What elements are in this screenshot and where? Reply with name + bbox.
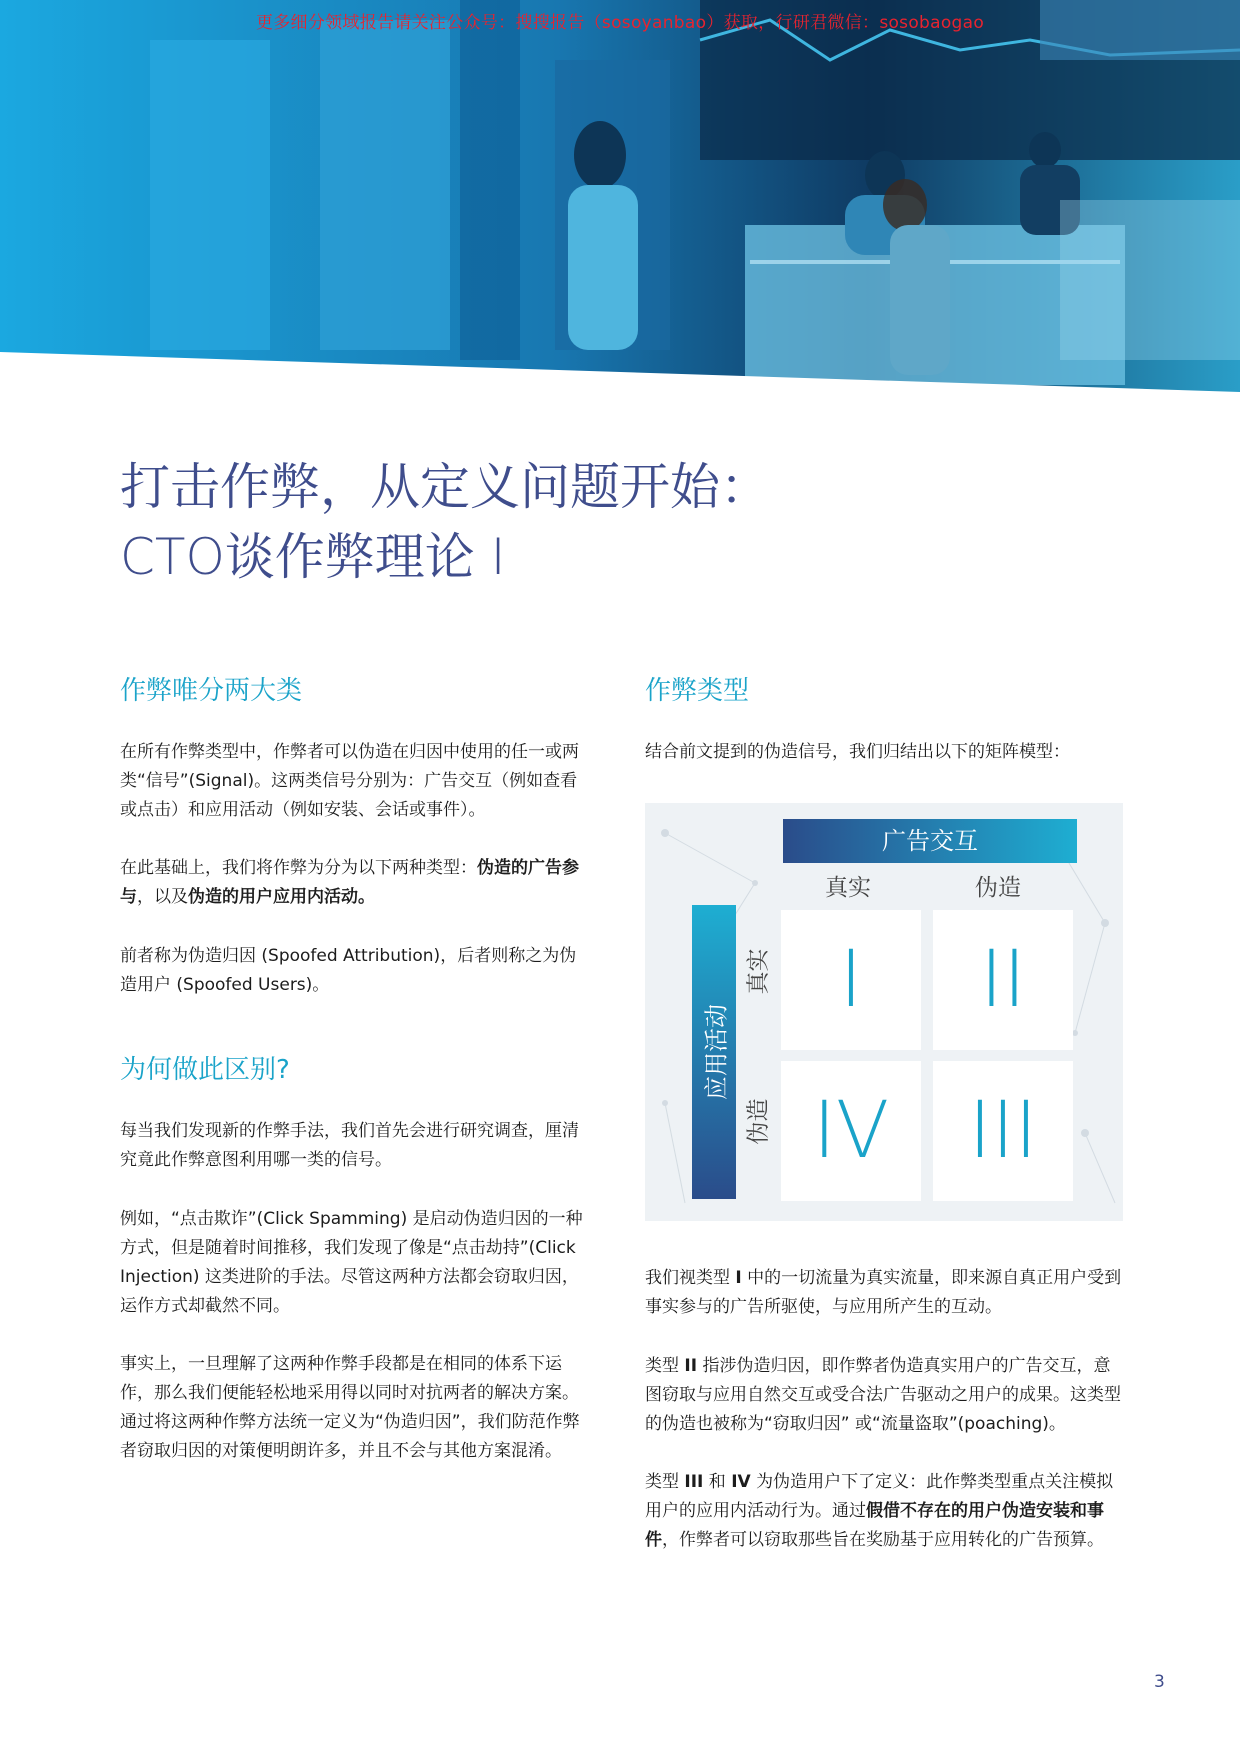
matrix-cell-type-iv: IV [781, 1061, 921, 1201]
bold-span: IV [731, 1472, 751, 1492]
text-span: 类型 [645, 1472, 685, 1492]
matrix-cell-type-iii: III [933, 1061, 1073, 1201]
paragraph-spoofed-names: 前者称为伪造归因 (Spoofed Attribution)，后者则称之为伪造用户 (Spoofed Users)。 [120, 946, 577, 995]
bold-span: 伪造的广告参与 [120, 858, 579, 907]
text-span: 指涉伪造归因，即作弊者伪造真实用户的广告交互，意图窃取与应用自然交互或受合法广告驱动之用户的成果。这类型的伪造也被称为“窃取归因” 或“流量盗取”(poaching)。 [645, 1356, 1121, 1434]
paragraph-type-ii [645, 1352, 1125, 1439]
bold-span: I [735, 1268, 742, 1288]
paragraph-type-i [645, 1264, 1125, 1322]
column-label-fake: 伪造 [975, 875, 1021, 901]
row-label-fake [741, 1098, 772, 1146]
text-span: 为伪造用户下了定义：此作弊类型重点关注模拟用户的应用内活动行为。通过 [645, 1472, 1114, 1521]
page-number: 3 [1154, 1672, 1165, 1692]
text-span: 我们视类型 [645, 1268, 736, 1288]
row-label-real [741, 948, 772, 996]
paragraph-signals: 在所有作弊类型中，作弊者可以伪造在归因中使用的任一或两类“信号”(Signal)。这两类信号分别为：广告交互（例如查看或点击）和应用活动（例如安装、会话或事件）。 [120, 742, 579, 820]
text-span: 在此基础上，我们将作弊为分为以下两种类型： [120, 858, 477, 878]
paragraph-click-examples: 例如，“点击欺诈”(Click Spamming) 是启动伪造归因的一种方式，但是随着时间推移，我们发现了像是“点击劫持”(Click Injection) 这类进阶的手法。尽管这两种方法都会窃取归因，运作方式却截然不同。 [120, 1209, 583, 1316]
ad-interaction-header: 广告交互 [783, 819, 1077, 863]
paragraph-two-kinds [120, 854, 590, 912]
bold-span: 假借不存在的用户伪造安装和事件 [645, 1501, 1104, 1550]
section-heading-two-types: 作弊唯分两大类 [120, 676, 303, 706]
row-label-real-text: 真实 [745, 948, 772, 995]
paragraph-type-iii-iv [645, 1468, 1125, 1555]
fraud-matrix-diagram [645, 803, 1123, 1221]
matrix-cell-type-ii: II [933, 910, 1073, 1050]
app-activity-header [692, 905, 736, 1199]
text-span: ，作弊者可以窃取那些旨在奖励基于应用转化的广告预算。 [662, 1530, 1104, 1550]
matrix-cell-type-i: I [781, 910, 921, 1050]
app-activity-label: 应用活动 [702, 1004, 731, 1100]
paragraph-unified-definition: 事实上，一旦理解了这两种作弊手段都是在相同的体系下运作，那么我们便能轻松地采用得以同时对抗两者的解决方案。通过将这两种作弊方法统一定义为“伪造归因”，我们防范作弊者窃取归因的对策便明朗许多，并且不会与其他方案混淆。 [120, 1354, 580, 1461]
paragraph-matrix-intro: 结合前文提到的伪造信号，我们归结出以下的矩阵模型： [645, 742, 1070, 762]
column-label-real: 真实 [825, 875, 871, 901]
text-span: 类型 [645, 1356, 685, 1376]
section-heading-why: 为何做此区别? [120, 1055, 290, 1085]
title-line-2: CTO谈作弊理论 I [120, 528, 506, 586]
text-span: ，以及 [137, 887, 188, 907]
page-title [120, 452, 770, 592]
watermark-text: 更多细分领域报告请关注公众号：搜搜报告（sosoyanbao）获取，行研君微信：sosobaogao [255, 13, 985, 33]
bold-span: III [684, 1472, 704, 1492]
office-photo [0, 0, 1240, 400]
paragraph-research: 每当我们发现新的作弊手法，我们首先会进行研究调查，厘清究竟此作弊意图利用哪一类的信号。 [120, 1121, 579, 1170]
section-heading-fraud-types: 作弊类型 [645, 676, 750, 706]
hero-image [0, 0, 1240, 400]
row-label-fake-text: 伪造 [745, 1098, 772, 1145]
text-span: 和 [703, 1472, 732, 1492]
title-line-1: 打击作弊，从定义问题开始： [120, 458, 770, 516]
text-span: 中的一切流量为真实流量，即来源自真正用户受到事实参与的广告所驱使，与应用所产生的互动。 [645, 1268, 1122, 1317]
bold-span: 伪造的用户应用内活动。 [188, 887, 375, 907]
bold-span: II [684, 1356, 698, 1376]
